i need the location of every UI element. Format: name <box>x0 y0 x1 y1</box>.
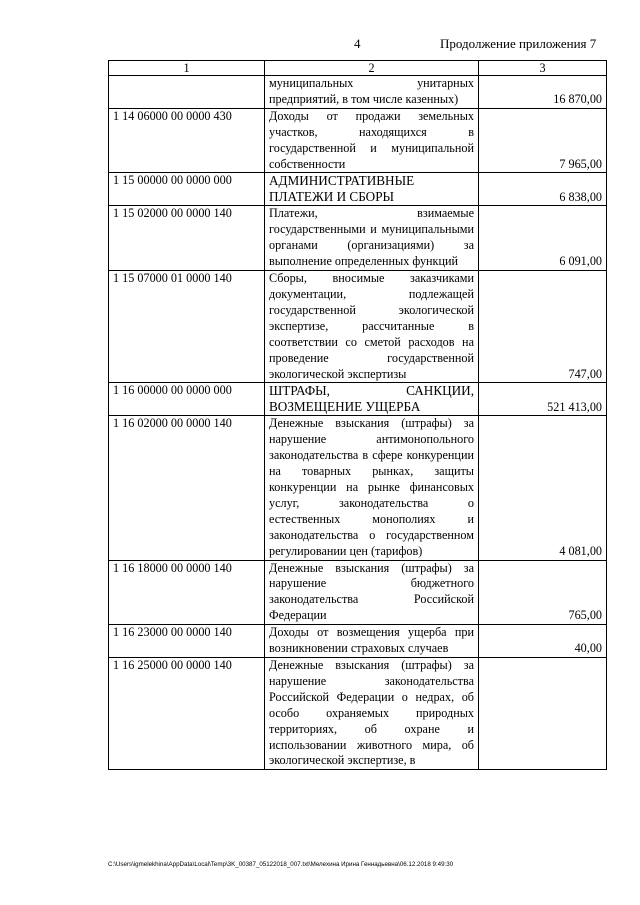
column-header-3: 3 <box>479 61 607 76</box>
table-row <box>109 76 607 109</box>
row-code: 1 16 23000 00 0000 140 <box>109 625 265 658</box>
row-amount <box>479 658 607 770</box>
row-name: муниципальных унитарных предприятий, в том числе казенных) <box>265 76 479 109</box>
row-amount: 4 081,00 <box>479 416 607 560</box>
table-row <box>109 206 607 271</box>
row-amount: 40,00 <box>479 625 607 658</box>
table-row <box>109 658 607 770</box>
column-header-2: 2 <box>265 61 479 76</box>
row-code: 1 16 00000 00 0000 000 <box>109 383 265 416</box>
row-code <box>109 76 265 109</box>
row-name: Сборы, вносимые заказчиками документации, подлежащей государственной экологической экспертизе, рассчитанные в соответствии со сметой расходов на проведение государственной экологической экспертизы <box>265 271 479 383</box>
row-code: 1 15 00000 00 0000 000 <box>109 173 265 206</box>
table-row <box>109 108 607 173</box>
table-row <box>109 383 607 416</box>
file-path-footer: C:\Users\igmelekhina\AppData\Local\Temp\3K_00387_05122018_007.txt\Мелехина Ирина Геннадьевна\06.12.2018 9:49:30 <box>108 861 454 868</box>
row-amount: 521 413,00 <box>479 383 607 416</box>
row-name: АДМИНИСТРАТИВНЫЕ ПЛАТЕЖИ И СБОРЫ <box>265 173 479 206</box>
row-name: Денежные взыскания (штрафы) за нарушение антимонопольного законодательства в сфере конкуренции на товарных рынках, защиты конкуренции на рынке финансовых услуг, законодательства о естественных монополиях и законодательства о государственном регулировании цен (тарифов) <box>265 416 479 560</box>
appendix-continuation-label: Продолжение приложения 7 <box>440 36 597 51</box>
table-row <box>109 625 607 658</box>
table-row <box>109 271 607 383</box>
row-code: 1 16 02000 00 0000 140 <box>109 416 265 560</box>
row-code: 1 16 18000 00 0000 140 <box>109 560 265 625</box>
column-header-1: 1 <box>109 61 265 76</box>
table-header-row <box>109 61 607 76</box>
row-code: 1 15 07000 01 0000 140 <box>109 271 265 383</box>
row-code: 1 14 06000 00 0000 430 <box>109 108 265 173</box>
row-amount: 7 965,00 <box>479 108 607 173</box>
table-row <box>109 416 607 560</box>
row-name: Денежные взыскания (штрафы) за нарушение законодательства Российской Федерации о недрах, об особо охраняемых природных территориях, об охране и использовании животного мира, об экологической экспертизе, в <box>265 658 479 770</box>
row-code: 1 16 25000 00 0000 140 <box>109 658 265 770</box>
page-number: 4 <box>354 36 361 51</box>
table-row <box>109 560 607 625</box>
row-name: Доходы от возмещения ущерба при возникновении страховых случаев <box>265 625 479 658</box>
row-code: 1 15 02000 00 0000 140 <box>109 206 265 271</box>
row-name: Денежные взыскания (штрафы) за нарушение бюджетного законодательства Российской Федерации <box>265 560 479 625</box>
row-amount: 16 870,00 <box>479 76 607 109</box>
budget-revenue-table <box>108 60 607 770</box>
row-amount: 6 838,00 <box>479 173 607 206</box>
row-amount: 6 091,00 <box>479 206 607 271</box>
row-name: Платежи, взимаемые государственными и муниципальными органами (организациями) за выполнение определенных функций <box>265 206 479 271</box>
row-name: ШТРАФЫ, САНКЦИИ, ВОЗМЕЩЕНИЕ УЩЕРБА <box>265 383 479 416</box>
row-name: Доходы от продажи земельных участков, находящихся в государственной и муниципальной собственности <box>265 108 479 173</box>
table-row <box>109 173 607 206</box>
row-amount: 765,00 <box>479 560 607 625</box>
row-amount: 747,00 <box>479 271 607 383</box>
